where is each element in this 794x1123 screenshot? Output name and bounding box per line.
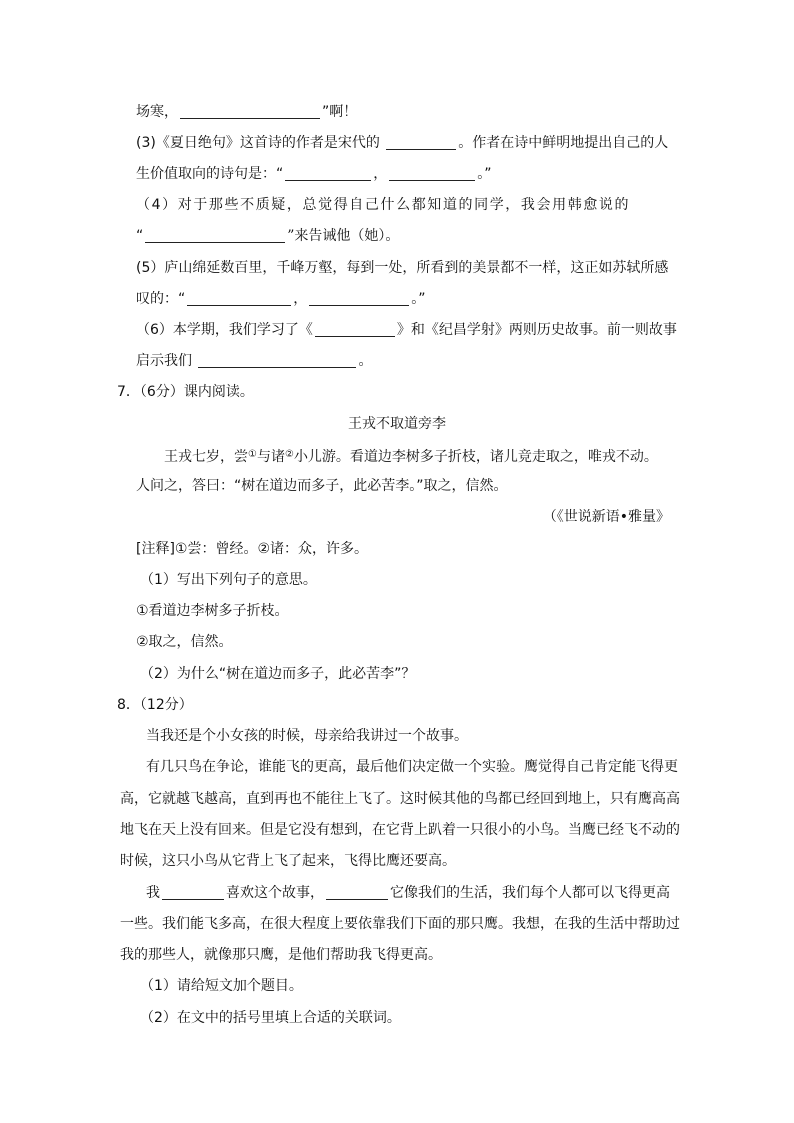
q7-note: [注释]①尝：曾经。②诸：众，许多。: [136, 541, 369, 557]
q7-passage-line-2: 人问之，答曰：“树在道边而多子，此必苦李。”取之，信然。: [136, 478, 508, 494]
text: (3)《夏日绝句》这首诗的作者是宋代的: [136, 135, 380, 151]
text: （6）本学期，我们学习了《: [136, 322, 313, 338]
text: 喜欢这个故事，: [226, 885, 324, 901]
footnote-marker: ②: [284, 449, 294, 460]
q8-para-2-line-2: 高，它就越飞越高，直到再也不能往上飞了。这时候其他的鸟都已经回到地上，只有鹰高高: [120, 791, 680, 807]
text: 。作者在诗中鲜明地提出自己的人: [458, 135, 669, 151]
text: 。”: [411, 291, 426, 307]
text: 我: [146, 885, 160, 901]
line-q2-tail: [136, 102, 357, 122]
answer-blank[interactable]: [162, 885, 224, 900]
q8-para-2-line-4: 时候，这只小鸟从它背上飞了起来，飞得比鹰还要高。: [120, 853, 456, 869]
q8-para-1: 当我还是个小女孩的时候，母亲给我讲过一个故事。: [146, 728, 468, 744]
text: ，: [293, 291, 308, 307]
q7-sub1-b: ②取之，信然。: [136, 634, 233, 650]
q8-para-3-line-2: 一些。我们能飞多高，在很大程度上要依靠我们下面的那只鹰。我想，在我的生活中帮助过: [120, 916, 680, 932]
text: 它像我们的生活，我们每个人都可以飞得更高: [390, 885, 670, 901]
answer-blank[interactable]: [180, 104, 320, 119]
line-q4-2: [136, 226, 399, 246]
line-q5-2: [136, 289, 426, 309]
q8-para-3-line-3: 我的那些人，就像那只鹰，是他们帮助我飞得更高。: [120, 947, 442, 963]
q8-sub2: （2）在文中的括号里填上合适的关联词。: [140, 1010, 401, 1026]
text: ，: [373, 166, 388, 182]
answer-blank[interactable]: [389, 166, 475, 181]
answer-blank[interactable]: [285, 166, 371, 181]
answer-blank[interactable]: [309, 291, 409, 306]
text: 》和《纪昌学射》两则历史故事。前一则故事: [396, 322, 677, 338]
q7-sub1: （1）写出下列句子的意思。: [140, 572, 317, 588]
text: 场寒，: [136, 104, 178, 120]
line-q5-1: (5）庐山绵延数百里，千峰万壑，每到一处，所看到的美景都不一样，这正如苏轼所感: [136, 260, 669, 276]
footnote-marker: ①: [248, 449, 257, 460]
answer-blank[interactable]: [315, 322, 395, 337]
line-q6-2: [136, 351, 372, 371]
line-q6-1: [136, 320, 677, 340]
q7-header: 7．（6分）课内阅读。: [117, 384, 254, 400]
q7-sub1-a: ①看道边李树多子折枝。: [136, 603, 289, 619]
answer-blank[interactable]: [145, 228, 285, 243]
text: 。”: [477, 166, 492, 182]
text: 王戎七岁，尝: [164, 449, 248, 465]
q8-para-2-line-3: 地飞在天上没有回来。但是它没有想到，在它背上趴着一只很小的小鸟。当鹰已经飞不动的: [120, 822, 680, 838]
line-q3-2: [136, 164, 492, 184]
line-q4-1: （4）对于那些不质疑，总觉得自己什么都知道的同学，我会用韩愈说的: [136, 197, 631, 213]
answer-blank[interactable]: [386, 135, 456, 150]
q7-sub2: （2）为什么“树在道边而多子，此必苦李”？: [140, 666, 416, 682]
text: 小儿游。看道边李树多子折枝，诸儿竞走取之，唯戎不动。: [293, 449, 658, 465]
q7-source: （《世说新语•雅量》: [542, 509, 670, 525]
text: ”来告诫他（她）。: [287, 228, 400, 244]
text: 。: [358, 353, 373, 369]
text: 生价值取向的诗句是：“: [136, 166, 284, 182]
text: 启示我们: [136, 353, 192, 369]
answer-blank[interactable]: [198, 353, 356, 368]
q8-sub1: （1）请给短文加个题目。: [140, 978, 303, 994]
text: ”啊！: [322, 104, 358, 120]
answer-blank[interactable]: [187, 291, 291, 306]
q7-title: 王戎不取道旁李: [348, 416, 446, 432]
q8-header: 8．（12分）: [117, 697, 193, 713]
q7-passage-line-1: [164, 445, 658, 467]
answer-blank[interactable]: [326, 885, 388, 900]
line-q3-1: [136, 133, 668, 153]
text: 叹的：“: [136, 291, 186, 307]
text: 与诸: [256, 449, 285, 465]
text: “: [136, 228, 144, 244]
q8-para-2-line-1: 有几只鸟在争论，谁能飞的更高，最后他们决定做一个实验。鹰觉得自己肯定能飞得更: [146, 759, 678, 775]
q8-para-3-line-1: [146, 883, 670, 903]
